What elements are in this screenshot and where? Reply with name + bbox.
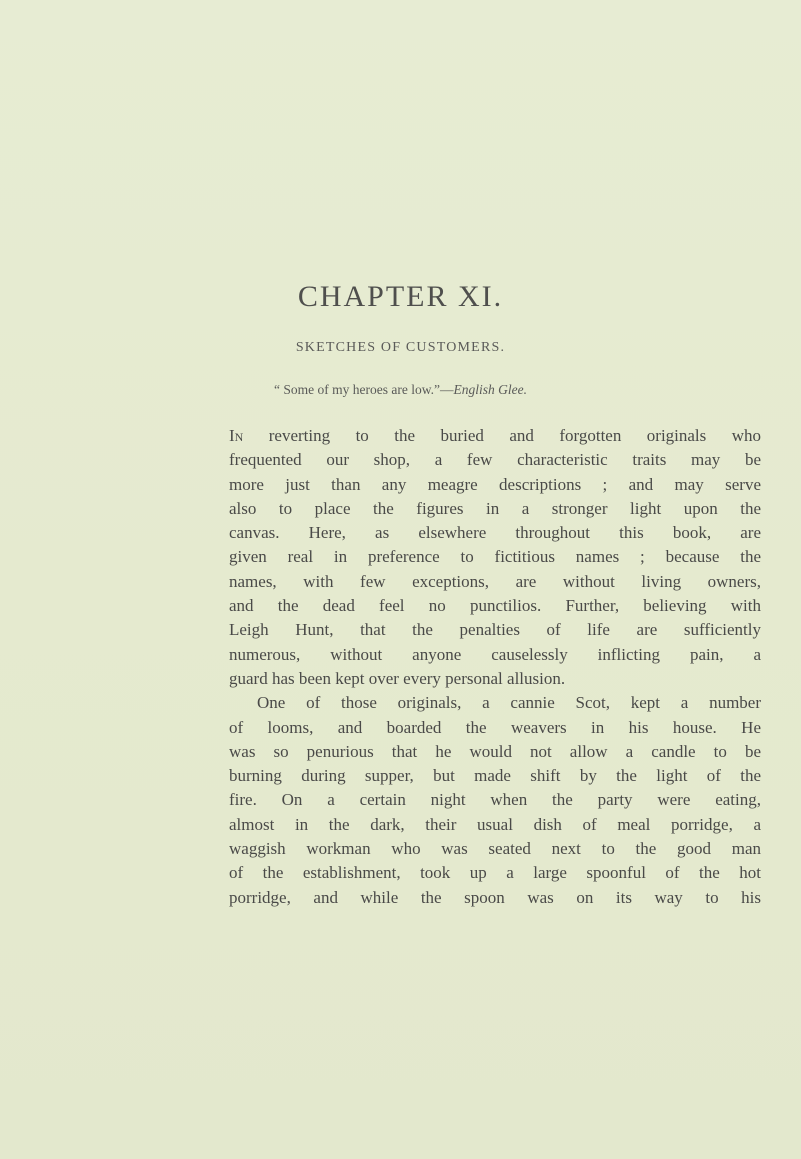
body-line: of looms, and boarded the weavers in his house. He — [229, 717, 761, 737]
body-line: names, with few exceptions, are without living owners, — [229, 571, 761, 591]
epigraph-source: English Glee. — [453, 382, 527, 397]
body-line: guard has been kept over every personal allusion. — [229, 668, 566, 688]
body-line: One of those originals, a cannie Scot, kept a number — [257, 693, 761, 713]
body-line: given real in preference to fictitious names ; because the — [229, 547, 761, 567]
body-line: frequented our shop, a few characteristic traits may be — [229, 450, 761, 470]
epigraph-quote: “ Some of my heroes are low.”— — [274, 382, 454, 397]
body-line: burning during supper, but made shift by the light of the — [229, 766, 761, 786]
body-line: and the dead feel no punctilios. Further, believing with — [229, 596, 761, 616]
body-line: almost in the dark, their usual dish of meal porridge, a — [229, 814, 761, 834]
body-text — [229, 424, 761, 910]
body-line: of the establishment, took up a large spoonful of the hot — [229, 863, 761, 883]
chapter-subtitle: SKETCHES OF CUSTOMERS. — [295, 340, 506, 355]
body-line: In reverting to the buried and forgotten originals who — [229, 426, 761, 445]
body-line: more just than any meagre descriptions ; and may serve — [229, 474, 761, 494]
body-line: fire. On a certain night when the party were eating, — [229, 790, 761, 810]
body-line: canvas. Here, as elsewhere throughout this book, are — [229, 523, 761, 543]
body-line: numerous, without anyone causelessly inflicting pain, a — [229, 644, 761, 664]
body-line: Leigh Hunt, that the penalties of life are sufficiently — [229, 620, 761, 640]
chapter-title: CHAPTER XI. — [297, 280, 504, 313]
epigraph — [0, 382, 801, 398]
body-line: was so penurious that he would not allow a candle to be — [229, 741, 761, 761]
body-line: waggish workman who was seated next to the good man — [229, 839, 761, 859]
body-line: also to place the figures in a stronger light upon the — [229, 498, 761, 518]
body-line: porridge, and while the spoon was on its way to his — [229, 887, 761, 907]
